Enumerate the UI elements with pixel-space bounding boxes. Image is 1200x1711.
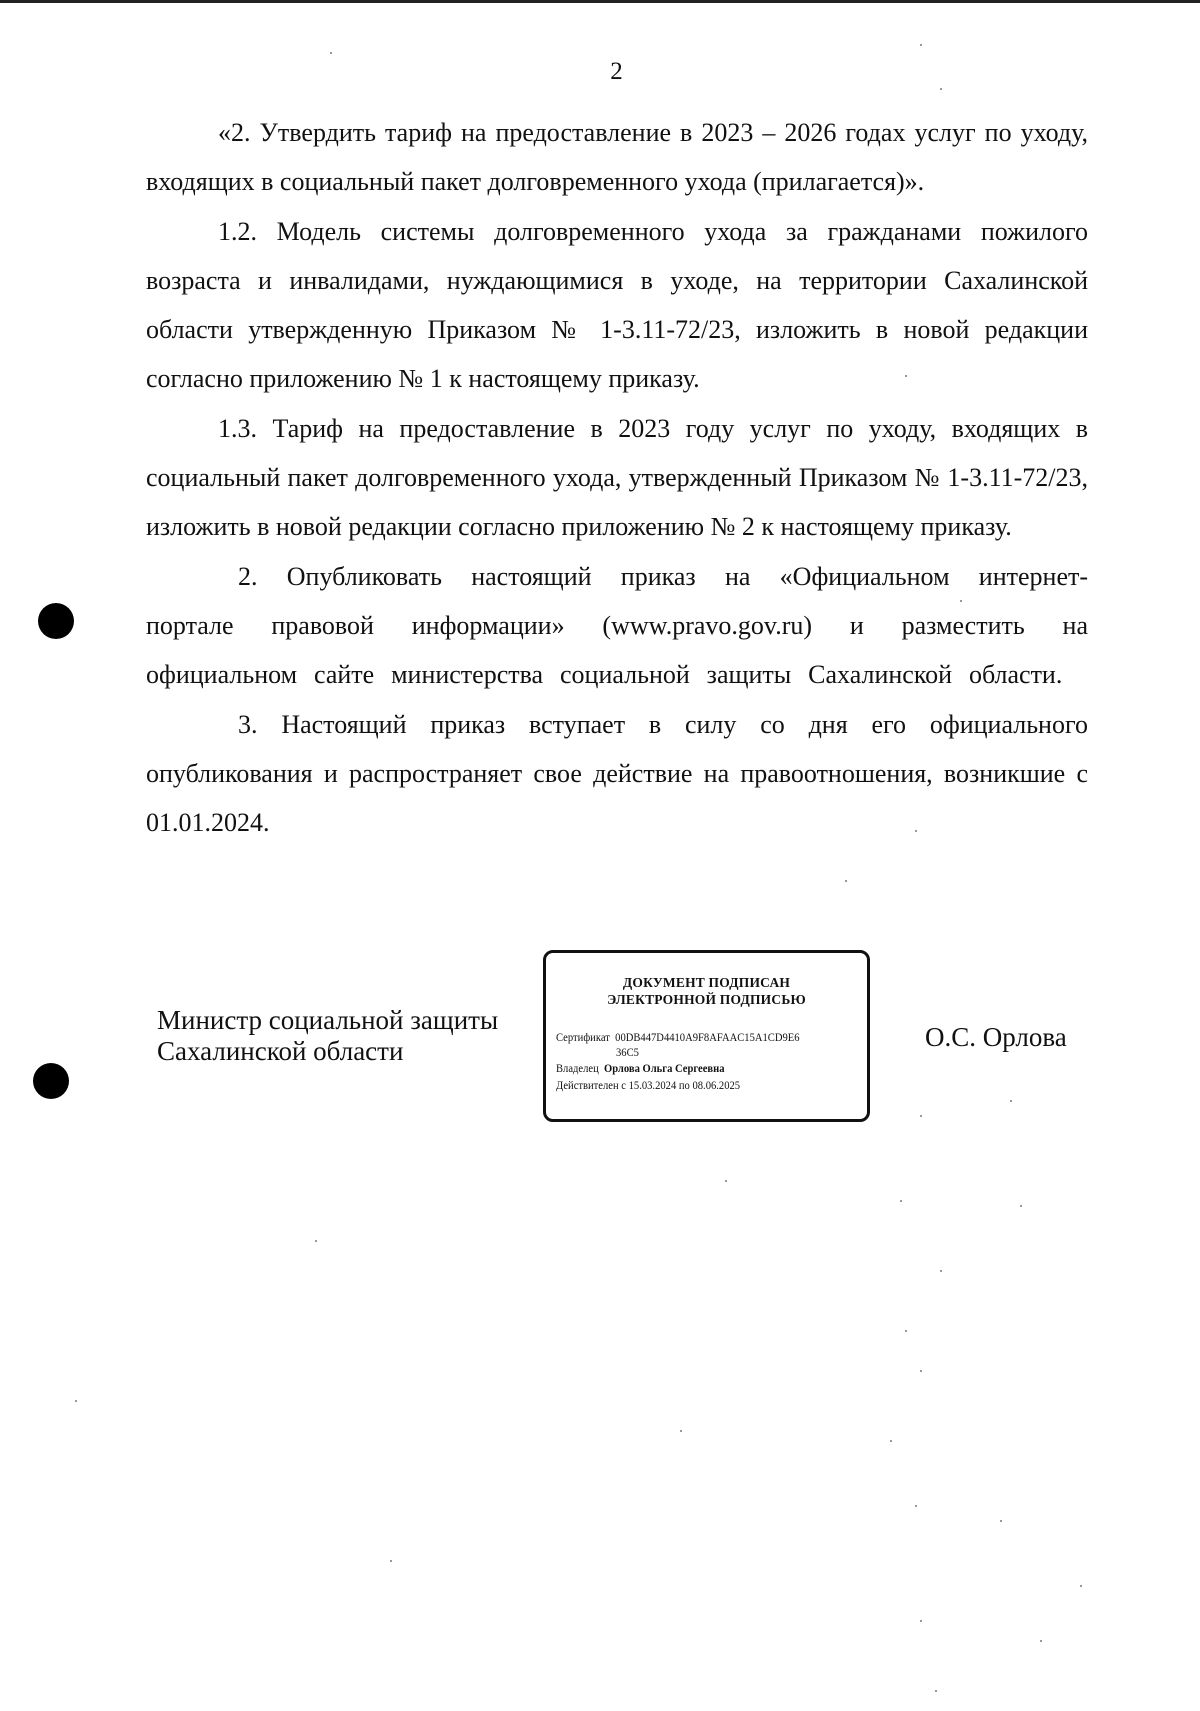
stamp-validity: Действителен с 15.03.2024 по 08.06.2025: [556, 1080, 741, 1092]
electronic-signature-stamp: [543, 950, 870, 1122]
paragraph-3-effective: 3. Настоящий приказ вступает в силу со дня его официального опубликования и распространяет свое действие на правоотношения, возникшие с 01.01.2024.: [146, 709, 1088, 838]
stamp-owner: [556, 1063, 725, 1075]
stamp-certificate-cont: 36C5: [616, 1047, 639, 1059]
signatory-title-line1: Министр социальной защиты: [157, 1005, 499, 1035]
punch-hole-upper: [38, 603, 74, 639]
stamp-certificate-value: 00DB447D4410A9F8AFAAC15A1CD9E6: [615, 1032, 800, 1044]
paragraph-tariff-approval: «2. Утвердить тариф на предоставление в 2023 – 2026 годах услуг по уходу, входящих в социальный пакет долговременного ухода (прилагается)».: [146, 118, 1088, 197]
signatory-title-line2: Сахалинской области: [157, 1036, 404, 1066]
signatory-name: О.С. Орлова: [925, 1022, 1067, 1052]
document-body: [146, 108, 1088, 847]
paragraph-1-3: 1.3. Тариф на предоставление в 2023 году услуг по уходу, входящих в социальный пакет долговременного ухода, утвержденный Приказом № 1-3.11-72/23, изложить в новой редакции согласно приложению № 2 к настоящему приказу.: [146, 413, 1088, 542]
page-number: 2: [610, 58, 623, 85]
signatory-title: [157, 1005, 498, 1067]
stamp-heading-line1: ДОКУМЕНТ ПОДПИСАН: [622, 975, 791, 990]
stamp-certificate: [556, 1032, 800, 1044]
paragraph-1-2: 1.2. Модель системы долговременного ухода за гражданами пожилого возраста и инвалидами, нуждающимися в уходе, на территории Сахалинской области утвержденную Приказом № 1-3.11-72/23, изложить в новой редакции согласно приложению № 1 к настоящему приказу.: [146, 216, 1088, 394]
stamp-owner-value: Орлова Ольга Сергеевна: [604, 1063, 725, 1075]
punch-hole-lower: [33, 1063, 69, 1099]
paragraph-2-publish: 2. Опубликовать настоящий приказ на «Официальном интернет-портале правовой информации» (www.pravo.gov.ru) и разместить на официальном сайте министерства социальной защиты Сахалинской области.: [146, 561, 1088, 690]
stamp-owner-label: Владелец: [556, 1063, 599, 1075]
stamp-heading-line2: ЭЛЕКТРОННОЙ ПОДПИСЬЮ: [607, 992, 806, 1007]
stamp-certificate-label: Сертификат: [556, 1032, 610, 1044]
top-edge-line: [0, 0, 1200, 3]
